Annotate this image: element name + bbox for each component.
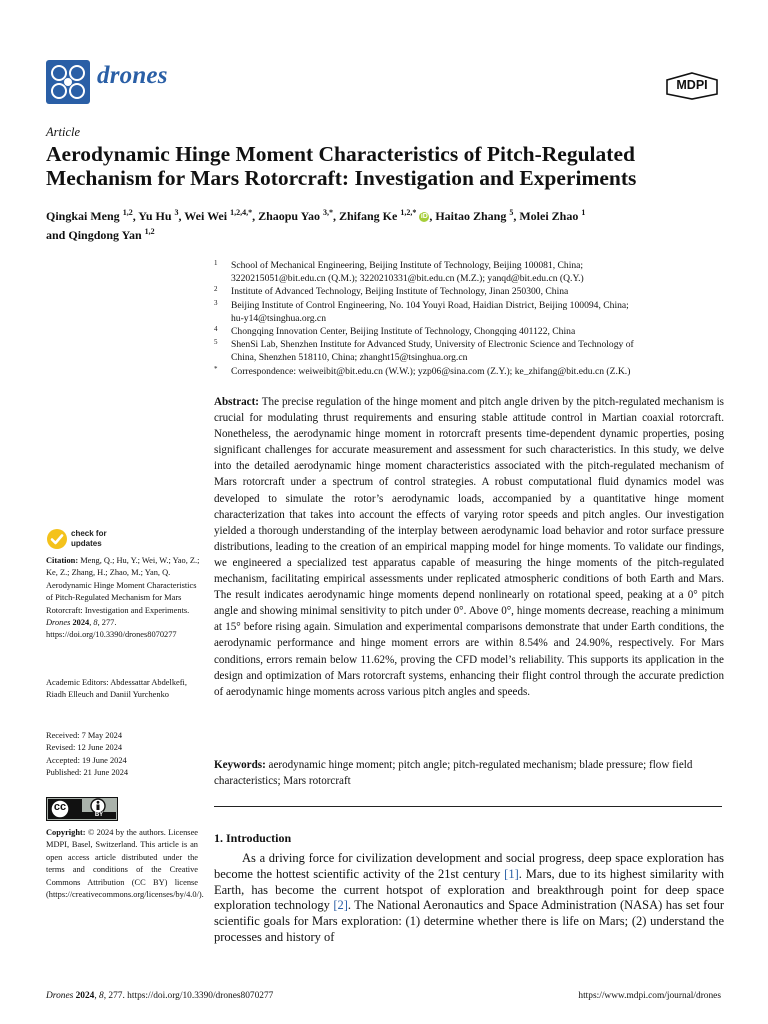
- author[interactable]: Qingdong Yan $^{1,2}$: [68, 227, 155, 242]
- reference-link[interactable]: [1]: [504, 866, 519, 881]
- author[interactable]: Yu Hu $^3$: [138, 208, 179, 223]
- drones-logo-icon: [46, 60, 90, 104]
- affiliation: 2 Institute of Advanced Technology, Beijing Institute of Technology, Jinan 250300, China: [214, 285, 569, 298]
- correspondence: * Correspondence: weiweibit@bit.edu.cn (W.W.); yzp06@sina.com (Z.Y.); ke_zhifang@bit.edu.cn (Z.K.): [214, 364, 631, 377]
- journal-name[interactable]: drones: [97, 62, 168, 89]
- abstract: [214, 394, 724, 700]
- copyright-notice: Copyright: © 2024 by the authors. Licensee MDPI, Basel, Switzerland. This article is an open access article distributed under the terms and conditions of the Creative Commons Attribution (CC BY) license (https://creativecommons.org/licenses/by/4.0/).: [46, 828, 204, 900]
- section-divider: [214, 806, 722, 807]
- footer-citation: Drones 2024, 8, 277. https://doi.org/10.3390/drones8070277: [46, 991, 274, 1001]
- author[interactable]: Molei Zhao $^1$: [519, 208, 586, 223]
- keywords-text: aerodynamic hinge moment; pitch angle; pitch-regulated mechanism; blade pressure; flow field characteristics; Mars rotorcraft: [214, 759, 693, 788]
- orcid-icon[interactable]: iD: [420, 213, 428, 221]
- author[interactable]: Haitao Zhang $^5$: [435, 208, 514, 223]
- citation-block: Citation: Meng, Q.; Hu, Y.; Wei, W.; Yao, Z.; Ke, Z.; Zhang, H.; Zhao, M.; Yan, Q. Aerodynamic Hinge Moment Characteristics of Pitch-Regulated Mechanism for Mars Rotorcraft: Investigation and Experiments. Drones 2024, 8, 277. https://doi.org/10.3390/drones8070277: [46, 556, 200, 640]
- article-type: Article: [46, 125, 81, 139]
- section-heading: 1. Introduction: [214, 831, 292, 845]
- check-for-updates-button[interactable]: check for updates: [46, 528, 136, 552]
- author[interactable]: Qingkai Meng $^{1,2}$: [46, 208, 133, 223]
- author-list: Qingkai Meng $^{1,2}$, Yu Hu $^3$, Wei Wei $^{1,2,4,*}$, Zhaopu Yao $^{3,*}$, Zhifang Ke $^{1,2,*}$ iD , Haitao Zhang $^5$, Molei Zhao $^1$ and Qingdong Yan $^{1,2}$: [46, 208, 586, 242]
- journal-url-link[interactable]: https://www.mdpi.com/journal/drones: [578, 991, 721, 1001]
- author[interactable]: Zhifang Ke $^{1,2,*}$: [339, 208, 417, 223]
- doi-link[interactable]: , 277. https://doi.org/10.3390/drones8070277: [46, 618, 177, 640]
- cc-by-license-badge[interactable]: cc BY: [46, 797, 118, 821]
- abstract-text: The precise regulation of the hinge moment and pitch angle driven by the pitch-regulated mechanism is crucial for modulating thrust requirements and ensuring stable attitude control in Martian coaxial rotorcraft. Nonetheless, the aerodynamic hinge moment in rotorcraft presents time-dependent dynamic properties, posing significant challenges for accurate measurement and assessment for such characteristics. In this study, we delve into the detailed aerodynamic hinge moment characteristics associated with the pitch-regulated mechanism of Mars rotorcraft under a spectrum of control strategies. A robust computational fluid dynamics model was developed to simulate the rotor’s aerodynamic loads, accompanied by a quantitative hinge moment characterization that takes into account the effects of varying rotor speeds and pitch angles. Our investigation yielded a thorough understanding of the interplay between aerodynamic load behavior and rotor surface pressure distributions, leading to the creation of an empirical mapping model for hinge moments. To validate our findings, we engineered a specialized test apparatus capable of measuring the hinge moments of the pitch-regulated mechanism, facilitating empirical assessments under replicated atmospheric conditions of both Earth and Mars. The result indicates aerodynamic hinge moments depend nonlinearly on rotational speed, peaking at a 0° pitch angle and showing minimal sensitivity to pitch under 0°. Above 0°, hinge moments decrease, reaching a minimum at 15° before rising again. Simulation and experimental comparisons demonstrate that under Earth conditions, the aerodynamic performance and hinge moment errors are within 8.54% and 24.90%, respectively. For Mars conditions, errors remain below 11.62%, proving the CFD model’s reliability. This supports its application in the design and optimization of Mars rotorcraft systems, enhancing their flight control through the accurate prediction of aerodynamic hinge moments across various pitch angles and speeds.: [214, 396, 724, 698]
- check-updates-icon: [46, 528, 68, 550]
- publisher-name: MDPI: [676, 78, 708, 92]
- academic-editors: Academic Editors: Abdessattar Abdelkefi, Riadh Elleuch and Daniil Yurchenko: [46, 678, 187, 700]
- affiliations: [214, 259, 726, 378]
- reference-link[interactable]: [2]: [333, 898, 348, 913]
- affiliation: 5 ShenSi Lab, Shenzhen Institute for Advanced Study, University of Electronic Science and Technology of China, Shenzhen 518110, China; zhanght15@tsinghua.org.cn: [214, 338, 634, 364]
- publication-dates: Received: 7 May 2024 Revised: 12 June 2024 Accepted: 19 June 2024 Published: 21 June 2024: [46, 731, 129, 778]
- author[interactable]: Wei Wei $^{1,2,4,*}$: [184, 208, 253, 223]
- authors-and: and: [46, 228, 66, 242]
- intro-paragraph: As a driving force for civilization development and social progress, deep space exploration has become the hottest scientific activity of the 21st century [1]. Mars, due to its highest similarity with Earth, has become the current hotspot of exploration and breakthrough point for deep space exploration technology [2]. The National Aeronautics and Space Administration (NASA) has set four scientific goals for Mars exploration: (1) determine whether there is life on Mars; (2) understand the processes and history of: [214, 851, 725, 944]
- abstract-label: Abstract:: [214, 396, 259, 408]
- paper-title: Aerodynamic Hinge Moment Characteristics of Pitch-Regulated Mechanism for Mars Rotorcraft: Investigation and Experiments: [46, 142, 637, 190]
- keywords-label: Keywords:: [214, 759, 266, 771]
- author[interactable]: Zhaopu Yao $^{3,*}$: [258, 208, 333, 223]
- affiliation: 3 Beijing Institute of Control Engineering, No. 104 Youyi Road, Haidian District, Beijing 100094, China; hu-y14@tsinghua.org.cn: [214, 298, 629, 324]
- publisher-logo[interactable]: [665, 72, 719, 100]
- keywords: [214, 757, 724, 789]
- footer-doi-link[interactable]: , 277. https://doi.org/10.3390/drones8070277: [103, 991, 274, 1001]
- affiliation: 4 Chongqing Innovation Center, Beijing Institute of Technology, Chongqing 401122, China: [214, 325, 576, 338]
- affiliation: 1 School of Mechanical Engineering, Beijing Institute of Technology, Beijing 100081, China; 3220215051@bit.edu.cn (Q.M.); 3220210331@bit.edu.cn (M.Z.); yanqd@bit.edu.cn (Q.Y.): [214, 259, 584, 285]
